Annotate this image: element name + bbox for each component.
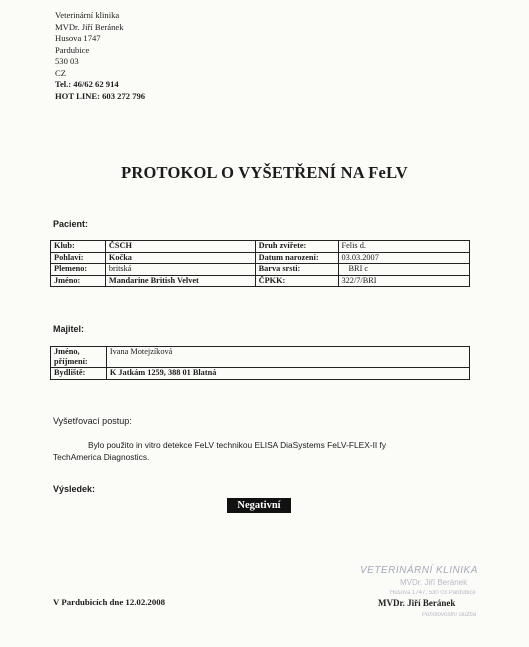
result-value: Negativní (227, 498, 291, 513)
patient-table (50, 240, 470, 287)
owner-table (50, 346, 470, 380)
clinic-country: CZ (55, 67, 66, 78)
procedure-text (53, 440, 473, 463)
clinic-stamp (360, 565, 510, 625)
table-cell: 03.03.2007 (338, 252, 470, 264)
table-row (51, 252, 470, 264)
table-cell: Kočka (105, 252, 255, 264)
table-cell: Ivana Motejzíková (106, 347, 469, 368)
table-cell: Jméno: (51, 275, 106, 287)
result-label: Výsledek: (53, 484, 96, 494)
table-cell: K Jatkám 1259, 388 01 Blatná (106, 368, 469, 380)
clinic-city: Pardubice (55, 44, 90, 55)
table-cell: ČPKK: (255, 275, 338, 287)
stamp-line: MVDr. Jiří Beránek (400, 578, 468, 587)
clinic-header (55, 10, 145, 102)
table-cell: Barva srsti: (255, 264, 338, 276)
document-title: PROTOKOL O VYŠETŘENÍ NA FeLV (121, 163, 408, 182)
stamp-line: Husova 1747, 530 03 Pardubice (390, 590, 476, 596)
signature: MVDr. Jiří Beránek (378, 598, 456, 608)
table-cell: Bydliště: (51, 368, 107, 380)
doctor-name: MVDr. Jiří Beránek (55, 21, 124, 32)
clinic-hotline: HOT LINE: 603 272 796 (55, 90, 146, 101)
table-cell: Jméno, příjmení: (51, 347, 107, 368)
clinic-zip: 530 03 (55, 56, 79, 66)
stamp-line: Pohotovostní služba (422, 612, 477, 618)
table-cell: BRI c (338, 264, 470, 276)
patient-label: Pacient: (53, 219, 89, 229)
table-cell: Pohlaví: (51, 252, 106, 264)
table-cell: Datum narození: (255, 252, 338, 264)
table-cell: 322/7/BRI (338, 275, 470, 287)
table-row (51, 264, 470, 276)
table-cell: Felis d. (338, 241, 470, 253)
table-row (51, 347, 470, 368)
stamp-line: VETERINÁRNÍ KLINIKA (360, 565, 478, 576)
table-cell: Mandarine British Velvet (105, 275, 255, 287)
procedure-line: TechAmerica Diagnostics. (53, 451, 150, 462)
procedure-line: Bylo použito in vitro detekce FeLV technikou ELISA DiaSystems FeLV-FLEX-II fy (88, 440, 387, 450)
table-cell: Druh zvířete: (255, 241, 338, 253)
table-row (51, 241, 470, 253)
owner-label: Majitel: (53, 324, 85, 334)
clinic-street: Husova 1747 (55, 33, 101, 43)
clinic-name: Veterinární klinika (55, 10, 120, 20)
table-cell: ČSCH (105, 241, 255, 253)
table-cell: britská (105, 264, 255, 276)
place-date: V Pardubicích dne 12.02.2008 (53, 597, 166, 607)
table-row (51, 368, 470, 380)
table-cell: Plemeno: (51, 264, 106, 276)
table-cell: Klub: (51, 241, 106, 253)
table-row (51, 275, 470, 287)
clinic-phone: Tel.: 46/62 62 914 (55, 79, 119, 89)
procedure-label: Vyšetřovací postup: (53, 416, 132, 426)
